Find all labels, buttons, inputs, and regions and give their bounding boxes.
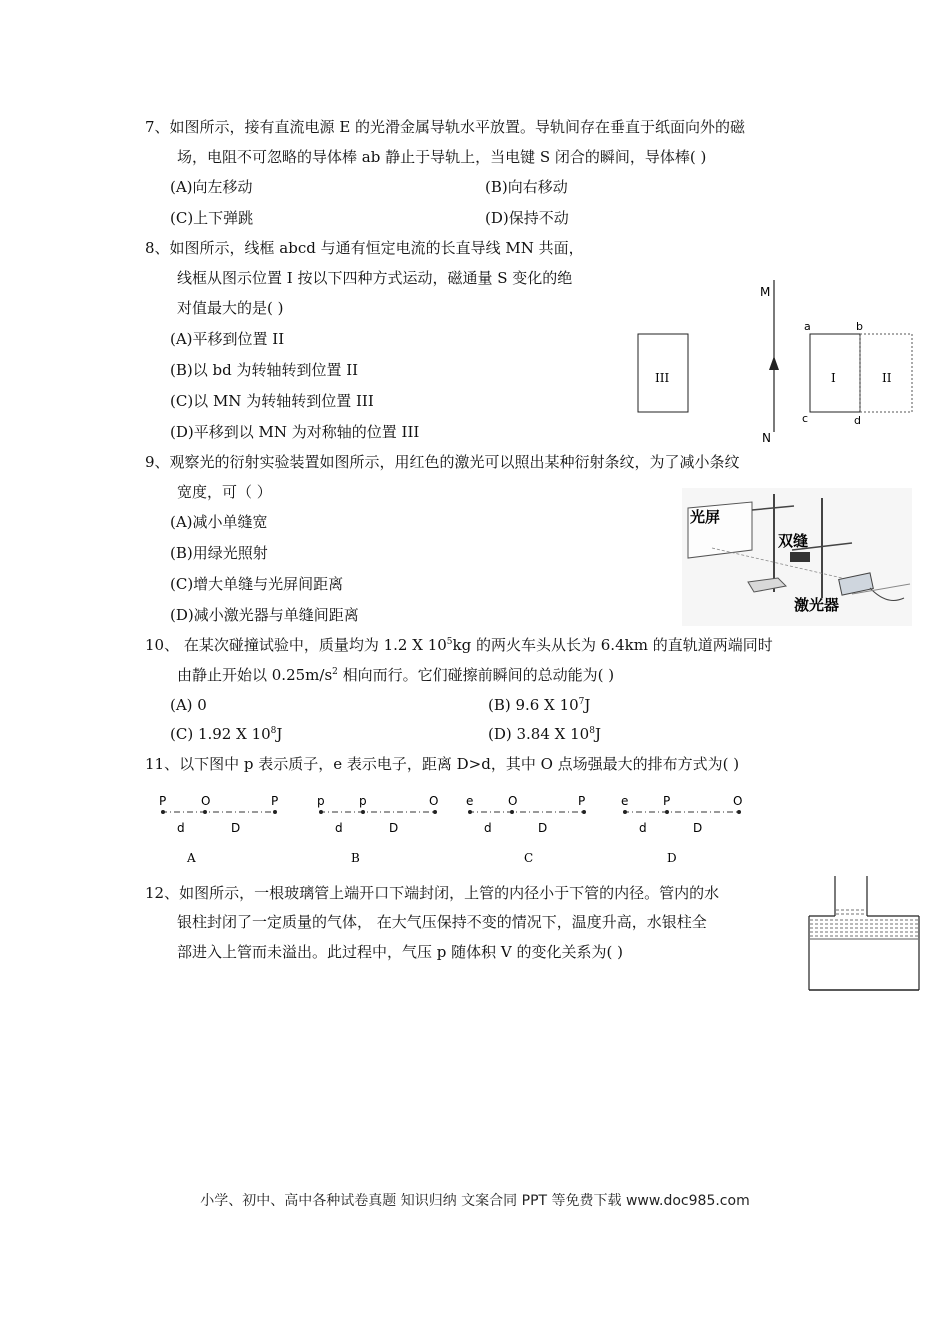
diagram-caption: A [187,851,196,865]
q11-line-1: 11、以下图中 p 表示质子，e 表示电子，距离 D>d，其中 O 点场强最大的排布方式为( ) [145,755,740,773]
charge-label: O [429,794,439,808]
distance-big-d-label: D [389,821,399,835]
double-slit [790,552,810,562]
label-c: c [802,412,809,425]
label-double-slit: 双缝 [778,532,809,550]
page-footer: 小学、初中、高中各种试卷真题 知识归纳 文案合同 PPT 等免费下载 www.doc985.com [200,1193,750,1209]
charge-label: O [733,794,743,808]
distance-d-label: d [484,821,492,835]
q10-option-c: (C) 1.92 X $10^8J$ [170,725,283,743]
current-arrow-icon [769,356,779,370]
charge-label: P [271,794,279,808]
q9-line-1: 9、观察光的衍射实验装置如图所示，用红色的激光可以照出某种衍射条纹，为了减小条纹 [145,453,740,471]
label-screen: 光屏 [690,508,721,526]
label-d: d [854,414,861,427]
q8-line-1: 8、如图所示，线框 abcd 与通有恒定电流的长直导线 MN 共面， [145,239,584,257]
q12-line-1: 12、如图所示，一根玻璃管上端开口下端封闭，上管的内径小于下管的内径。管内的水 [145,884,720,902]
distance-big-d-label: D [538,821,548,835]
distance-d-label: d [177,821,185,835]
charge-label: e [466,794,474,808]
q8-option-c: (C)以 MN 为转轴转到位置 III [170,392,374,410]
q7-option-a: (A)向左移动 [170,178,253,196]
charge-label: P [578,794,586,808]
q8-line-2: 线框从图示位置 I 按以下四种方式运动，磁通量 S 变化的绝 [177,269,573,287]
glass-tube-diagram [805,872,925,996]
q9-option-b: (B)用绿光照射 [170,544,268,562]
wire-frame-diagram [630,250,930,450]
diagram-caption: C [524,851,534,865]
charge-label: p [317,794,325,808]
q7-line-2: 场，电阻不可忽略的导体棒 ab 静止于导轨上，当电键 S 闭合的瞬间，导体棒( ) [177,148,707,166]
label-i: I [831,371,836,385]
charge-label: e [621,794,629,808]
q12-figure [805,872,925,996]
q8-option-b: (B)以 bd 为转轴转到位置 II [170,361,359,379]
q7-line-1: 7、如图所示，接有直流电源 E 的光滑金属导轨水平放置。导轨间存在垂直于纸面向外的磁 [145,118,746,136]
label-iii: III [655,371,670,385]
distance-d-label: d [335,821,343,835]
q8-figure [630,250,930,450]
label-laser: 激光器 [794,596,840,614]
q12-line-2: 银柱封闭了一定质量的气体， 在大气压保持不变的情况下，温度升高，水银柱全 [177,913,707,931]
q10-option-a: (A) 0 [170,696,207,714]
charge-label: P [663,794,671,808]
label-a: a [804,320,811,333]
q8-line-3: 对值最大的是( ) [177,299,284,317]
q10-option-b: (B) 9.6 X $10^7J$ [488,696,591,714]
distance-big-d-label: D [231,821,241,835]
q9-line-2: 宽度，可（ ） [177,483,272,501]
charge-label: P [159,794,167,808]
q10-option-d: (D) 3.84 X $10^8J$ [488,725,601,743]
q7-option-c: (C)上下弹跳 [170,209,254,227]
charge-label: p [359,794,367,808]
q8-option-a: (A)平移到位置 II [170,330,285,348]
label-ii: II [882,371,892,385]
q7-option-b: (B)向右移动 [485,178,568,196]
diagram-caption: D [667,851,677,865]
label-n: N [762,431,771,445]
q11-diagram-d [617,790,757,870]
diagram-caption: B [351,851,360,865]
charge-label: O [201,794,211,808]
q11-diagram-b [313,790,448,870]
q9-option-a: (A)减小单缝宽 [170,513,268,531]
mercury-column [810,910,918,936]
q9-figure [682,488,912,626]
q9-option-c: (C)增大单缝与光屏间距离 [170,575,344,593]
q11-diagram-a [155,790,290,870]
q9-option-d: (D)减小激光器与单缝间距离 [170,606,359,624]
charge-label: O [508,794,518,808]
distance-big-d-label: D [693,821,703,835]
label-m: M [760,285,771,299]
q10-line-1: 10、 在某次碰撞试验中，质量均为 1.2 X $10^5kg$ 的两火车头从长为 6.4km 的直轨道两端同时 [145,636,773,654]
q11-diagram-c [462,790,597,870]
q12-line-3: 部进入上管而未溢出。此过程中，气压 p 随体积 V 的变化关系为( ) [177,943,623,961]
distance-d-label: d [639,821,647,835]
diffraction-apparatus [682,488,912,626]
q8-option-d: (D)平移到以 MN 为对称轴的位置 III [170,423,420,441]
q7-option-d: (D)保持不动 [485,209,569,227]
q10-line-2: 由静止开始以 $0.25m/s^2$ 相向而行。它们碰擦前瞬间的总动能为( ) [177,666,615,684]
label-b: b [856,320,863,333]
